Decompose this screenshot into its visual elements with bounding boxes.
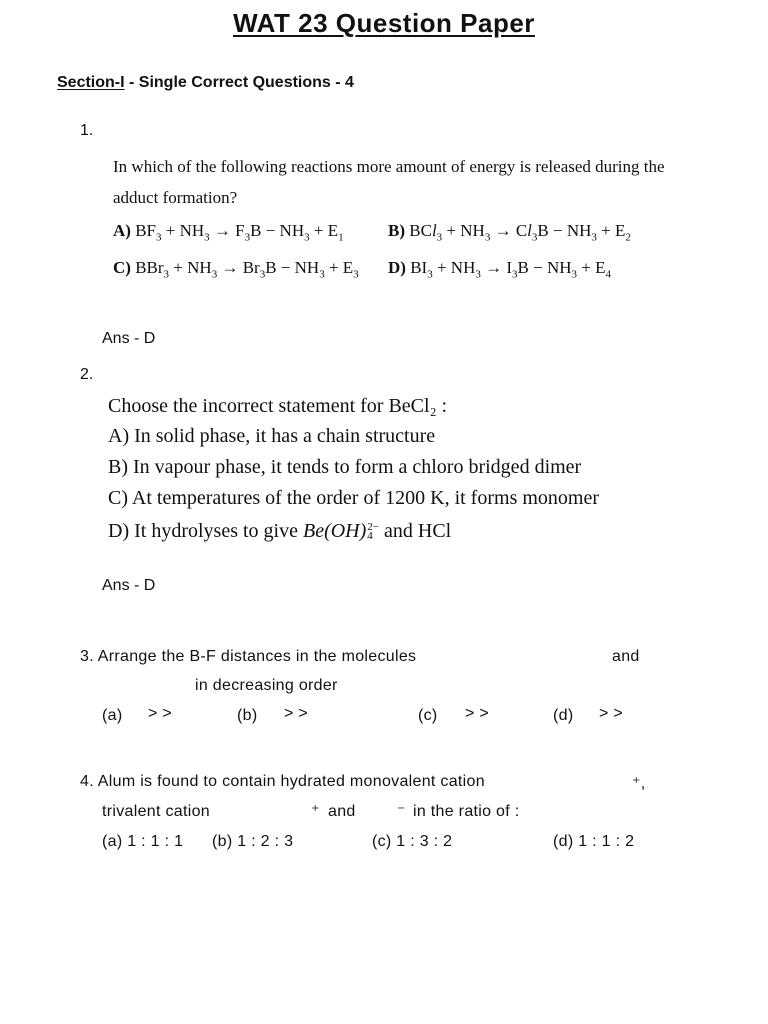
q2-option-b: B) In vapour phase, it tends to form a chloro bridged dimer (108, 456, 582, 478)
q4-option-a: (a) 1 : 1 : 1 (102, 833, 184, 850)
q3-option-d-symbols: > > (599, 705, 624, 722)
q1-option-c-label: C) (113, 258, 131, 277)
q4-stem-line2-end: in the ratio of : (413, 803, 520, 820)
q2-option-d-suffix: and HCl (379, 520, 452, 542)
section-description: - Single Correct Questions - 4 (124, 74, 354, 91)
q3-option-b-symbols: > > (284, 705, 309, 722)
q4-plus-sign: ⁺ (311, 803, 320, 820)
q1-option-b: B) $BCl_3 + NH_3 \to Cl_3B - NH_3 + E_2$ (388, 221, 631, 244)
q4-option-b: (b) 1 : 2 : 3 (212, 833, 294, 850)
q2-stem: Choose the incorrect statement for BeCl₂ : (108, 395, 448, 417)
q2-option-a: A) In solid phase, it has a chain structure (108, 425, 436, 447)
section-label: Section-I (57, 74, 125, 91)
q3-stem-line1: 3. Arrange the B-F distances in the molecules (80, 648, 417, 665)
q3-option-c: (c) (418, 707, 438, 724)
q1-option-c: C) $BBr_3 + NH_3 \to Br_3B - NH_3 + E_3$ (113, 258, 359, 281)
q3-option-c-symbols: > > (465, 705, 490, 722)
q1-stem-line1: In which of the following reactions more amount of energy is released during the (113, 157, 665, 176)
q2-option-d-charge (367, 523, 379, 541)
q2-number: 2. (80, 366, 94, 383)
q4-stem-and: and (328, 803, 356, 820)
page-title (0, 8, 768, 39)
q2-option-d-prefix: D) It hydrolyses to give (108, 520, 303, 542)
q4-stem-line2: trivalent cation (102, 803, 210, 820)
q3-option-a: (a) (102, 707, 123, 724)
q3-option-d: (d) (553, 707, 574, 724)
q4-minus-sign: ⁻ (397, 803, 406, 820)
q2-option-d-subscript: 4 (367, 530, 373, 543)
q1-option-a: A) $BF_3 + NH_3 \to F_3B - NH_3 + E_1$ (113, 221, 344, 244)
q2-option-d-superscript: 2− (367, 521, 380, 534)
q4-option-d: (d) 1 : 1 : 2 (553, 833, 635, 850)
q4-stem-line1: 4. Alum is found to contain hydrated monovalent cation (80, 773, 485, 790)
q3-stem-line2: in decreasing order (195, 677, 338, 694)
q1-stem-line2: adduct formation? (113, 188, 238, 207)
q2-answer: Ans - D (102, 577, 156, 594)
q1-option-d-label: D) (388, 258, 406, 277)
q1-option-d: D) $BI_3 + NH_3 \to I_3B - NH_3 + E_4$ (388, 258, 611, 281)
q2-option-d-formula: Be(OH) (302, 520, 367, 542)
q1-answer: Ans - D (102, 330, 156, 347)
q3-stem-and: and (612, 648, 640, 665)
q3-option-a-symbols: > > (148, 705, 173, 722)
q1-number: 1. (80, 122, 94, 139)
q4-stem-line1-end: ⁺, (632, 775, 646, 792)
q4-option-c: (c) 1 : 3 : 2 (372, 833, 453, 850)
title-text: WAT 23 Question Paper (233, 8, 535, 38)
q1-option-a-label: A) (113, 221, 131, 240)
q2-option-d (108, 520, 451, 543)
q3-option-b: (b) (237, 707, 258, 724)
q1-option-b-label: B) (388, 221, 405, 240)
section-heading (57, 74, 354, 92)
q2-option-c: C) At temperatures of the order of 1200 K, it forms monomer (108, 487, 599, 509)
